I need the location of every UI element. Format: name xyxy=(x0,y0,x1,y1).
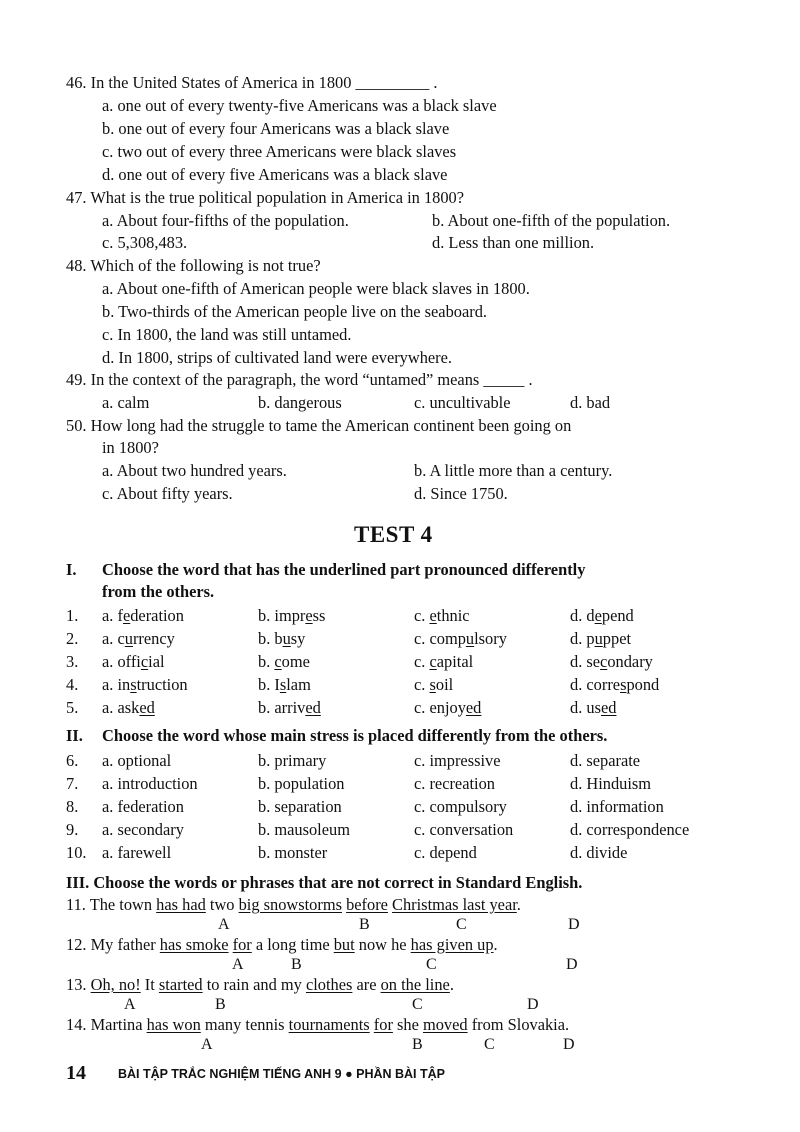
q11-part-b: big snowstorms xyxy=(238,895,342,914)
section-2-title: Choose the word whose main stress is placed differently from the others. xyxy=(102,726,608,745)
section-2-option-a: a. federation xyxy=(102,797,184,816)
q11-label-c: C xyxy=(456,916,467,933)
underlined-sound: u xyxy=(465,629,475,648)
section-2-option-d: d. information xyxy=(570,797,664,816)
underlined-sound: s xyxy=(429,675,436,694)
q13-part-a: Oh, no! xyxy=(90,975,141,994)
question-46-stem: 46. In the United States of America in 1800 _________ . xyxy=(66,73,438,92)
q13-part-d: on the line xyxy=(380,975,450,994)
section-1-option-c: c. enjoyed xyxy=(414,698,482,717)
q12-label-a: A xyxy=(232,956,244,973)
section-1-option-d: d. correspond xyxy=(570,675,660,694)
q46-option-c: c. two out of every three Americans were black slaves xyxy=(102,142,457,161)
q14-part-c: for xyxy=(373,1015,393,1034)
question-14: 14. Martina has won many tennis tournaments for she moved from Slovakia. xyxy=(66,1015,570,1034)
q47-option-a: a. About four-fifths of the population. xyxy=(102,211,349,230)
underlined-sound: u xyxy=(282,629,291,648)
section-1-option-a: a. currency xyxy=(102,629,175,648)
underlined-sound: e xyxy=(122,606,131,625)
section-1-option-b: b. impress xyxy=(258,606,326,625)
section-1-item-number: 2. xyxy=(66,629,79,648)
underlined-sound: s xyxy=(620,675,627,694)
question-50-stem-cont: in 1800? xyxy=(102,438,159,457)
q13-label-a: A xyxy=(124,996,136,1013)
q47-option-c: c. 5,308,483. xyxy=(102,233,188,252)
q50-option-a: a. About two hundred years. xyxy=(102,461,287,480)
section-1-option-c: c. soil xyxy=(414,675,454,694)
q49-option-d: d. bad xyxy=(570,393,611,412)
underlined-sound: ed xyxy=(305,698,321,717)
q12-part-d: has given up xyxy=(410,935,494,954)
section-2-option-b: b. mausoleum xyxy=(258,820,350,839)
q14-label-c: C xyxy=(484,1036,495,1053)
q14-part-a: has won xyxy=(146,1015,201,1034)
q13-label-b: B xyxy=(215,996,226,1013)
section-1-option-b: b. Islam xyxy=(258,675,311,694)
section-2-option-d: d. correspondence xyxy=(570,820,690,839)
section-1-number: I. xyxy=(66,560,77,579)
q12-part-c: but xyxy=(333,935,355,954)
q11-label-a: A xyxy=(218,916,230,933)
q48-option-c: c. In 1800, the land was still untamed. xyxy=(102,325,352,344)
section-2-option-c: c. depend xyxy=(414,843,477,862)
underlined-sound: c xyxy=(429,652,437,671)
section-1-option-c: c. capital xyxy=(414,652,474,671)
section-1-title-cont: from the others. xyxy=(102,582,215,601)
underlined-sound: c xyxy=(600,652,608,671)
section-1-option-d: d. used xyxy=(570,698,617,717)
q11-label-b: B xyxy=(359,916,370,933)
section-2-option-b: b. population xyxy=(258,774,345,793)
section-1-item-number: 3. xyxy=(66,652,79,671)
question-50-stem: 50. How long had the struggle to tame the American continent been going on xyxy=(66,416,572,435)
underlined-sound: u xyxy=(594,629,603,648)
q11-part-a: has had xyxy=(156,895,206,914)
q11-part-c: before xyxy=(346,895,388,914)
question-49-stem: 49. In the context of the paragraph, the word “untamed” means _____ . xyxy=(66,370,533,389)
section-1-option-a: a. instruction xyxy=(102,675,188,694)
underlined-sound: e xyxy=(594,606,602,625)
q48-option-d: d. In 1800, strips of cultivated land were everywhere. xyxy=(102,348,453,367)
q50-option-b: b. A little more than a century. xyxy=(414,461,613,480)
section-2-item-number: 9. xyxy=(66,820,79,839)
underlined-sound: ed xyxy=(465,698,482,717)
section-2-item-number: 7. xyxy=(66,774,79,793)
underlined-sound: e xyxy=(305,606,313,625)
q50-option-c: c. About fifty years. xyxy=(102,484,233,503)
section-2-option-a: a. farewell xyxy=(102,843,172,862)
q12-part-a: has smoke xyxy=(159,935,229,954)
q14-label-a: A xyxy=(201,1036,213,1053)
section-1-item-number: 5. xyxy=(66,698,79,717)
q49-option-c: c. uncultivable xyxy=(414,393,511,412)
q12-label-b: B xyxy=(291,956,302,973)
section-2-item-number: 10. xyxy=(66,843,87,862)
section-1-option-a: a. federation xyxy=(102,606,184,625)
q13-part-b: started xyxy=(158,975,203,994)
section-2-option-a: a. secondary xyxy=(102,820,184,839)
section-2-option-d: d. Hinduism xyxy=(570,774,652,793)
section-1-option-d: d. secondary xyxy=(570,652,653,671)
section-1-option-b: b. busy xyxy=(258,629,306,648)
question-47-stem: 47. What is the true political population in America in 1800? xyxy=(66,188,465,207)
section-2-option-d: d. separate xyxy=(570,751,641,770)
section-1-option-b: b. come xyxy=(258,652,310,671)
q46-option-b: b. one out of every four Americans was a black slave xyxy=(102,119,450,138)
q14-part-d: moved xyxy=(422,1015,468,1034)
q48-option-a: a. About one-fifth of American people were black slaves in 1800. xyxy=(102,279,530,298)
section-2-option-a: a. optional xyxy=(102,751,172,770)
section-2-item-number: 6. xyxy=(66,751,79,770)
section-2-option-b: b. monster xyxy=(258,843,328,862)
section-2-option-c: c. recreation xyxy=(414,774,495,793)
test-title: TEST 4 xyxy=(354,522,433,547)
section-1-option-a: a. official xyxy=(102,652,165,671)
underlined-sound: u xyxy=(124,629,133,648)
section-3-title: III. Choose the words or phrases that are not correct in Standard English. xyxy=(66,873,583,892)
question-11: 11. The town has had two big snowstorms before Christmas last year. xyxy=(66,895,521,914)
q46-option-d: d. one out of every five Americans was a black slave xyxy=(102,165,448,184)
section-1-option-d: d. depend xyxy=(570,606,634,625)
underlined-sound: c xyxy=(140,652,149,671)
q12-label-c: C xyxy=(426,956,437,973)
q13-label-c: C xyxy=(412,996,423,1013)
underlined-sound: e xyxy=(429,606,437,625)
underlined-sound: s xyxy=(130,675,137,694)
section-1-item-number: 1. xyxy=(66,606,79,625)
section-1-title: Choose the word that has the underlined part pronounced differently xyxy=(102,560,586,579)
section-1-option-b: b. arrived xyxy=(258,698,321,717)
q11-label-d: D xyxy=(568,916,580,933)
question-12: 12. My father has smoke for a long time but now he has given up. xyxy=(66,935,498,954)
q12-label-d: D xyxy=(566,956,578,973)
section-2-item-number: 8. xyxy=(66,797,79,816)
q48-option-b: b. Two-thirds of the American people live on the seaboard. xyxy=(102,302,487,321)
book-title-footer: BÀI TẬP TRẮC NGHIỆM TIẾNG ANH 9 ● PHẦN BÀI TẬP xyxy=(118,1067,446,1081)
q47-option-d: d. Less than one million. xyxy=(432,233,595,252)
q14-label-d: D xyxy=(563,1036,575,1053)
question-48-stem: 48. Which of the following is not true? xyxy=(66,256,321,275)
q46-option-a: a. one out of every twenty-five Americans was a black slave xyxy=(102,96,497,115)
underlined-sound: c xyxy=(274,652,282,671)
q47-option-b: b. About one-fifth of the population. xyxy=(432,211,671,230)
q11-part-d: Christmas last year xyxy=(392,895,517,914)
q14-part-b: tournaments xyxy=(288,1015,370,1034)
section-1-option-c: c. compulsory xyxy=(414,629,507,648)
underlined-sound: ed xyxy=(139,698,155,717)
section-2-option-c: c. compulsory xyxy=(414,797,507,816)
section-1-option-a: a. asked xyxy=(102,698,155,717)
q13-part-c: clothes xyxy=(305,975,353,994)
q14-label-b: B xyxy=(412,1036,423,1053)
page-number: 14 xyxy=(66,1062,86,1084)
section-2-option-a: a. introduction xyxy=(102,774,198,793)
section-2-number: II. xyxy=(66,726,83,745)
section-2-option-d: d. divide xyxy=(570,843,628,862)
section-2-option-b: b. separation xyxy=(258,797,342,816)
q49-option-b: b. dangerous xyxy=(258,393,342,412)
underlined-sound: ed xyxy=(600,698,617,717)
section-2-option-c: c. conversation xyxy=(414,820,514,839)
question-13: 13. Oh, no! It started to rain and my clothes are on the line. xyxy=(66,975,454,994)
underlined-sound: s xyxy=(279,675,287,694)
q49-option-a: a. calm xyxy=(102,393,150,412)
q50-option-d: d. Since 1750. xyxy=(414,484,508,503)
section-2-option-b: b. primary xyxy=(258,751,327,770)
section-1-option-d: d. puppet xyxy=(570,629,632,648)
section-1-item-number: 4. xyxy=(66,675,79,694)
section-1-option-c: c. ethnic xyxy=(414,606,470,625)
q13-label-d: D xyxy=(527,996,539,1013)
q12-part-b: for xyxy=(232,935,252,954)
section-2-option-c: c. impressive xyxy=(414,751,501,770)
